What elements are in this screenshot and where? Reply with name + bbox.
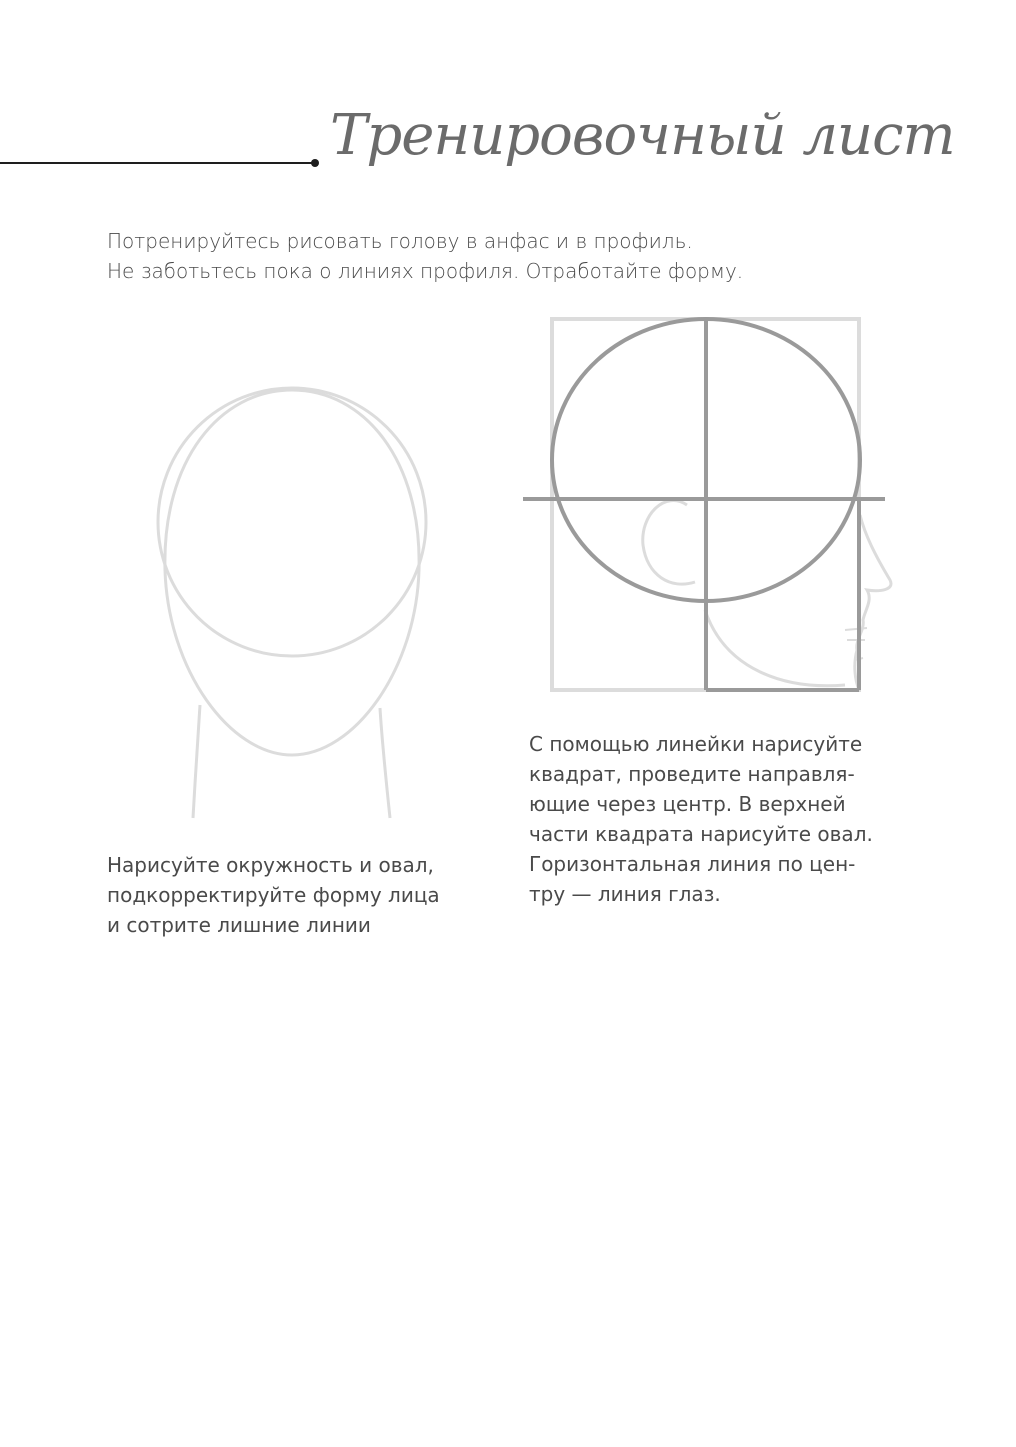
front-head-illustration [140,370,450,830]
caption-line: тру — линия глаз. [529,882,721,906]
caption-line: С помощью линейки нарисуйте [529,732,863,756]
intro-text [107,226,927,286]
caption-line: и сотрите лишние линии [107,913,371,937]
header-rule-line [0,162,314,164]
profile-jaw-line [705,610,845,686]
ear-outline [643,501,695,585]
head-circle [158,388,426,656]
face-oval [165,390,419,755]
header-rule-dot [311,159,319,167]
intro-line-2: Не заботьтесь пока о линиях профиля. Отработайте форму. [107,259,744,283]
caption-line: подкорректируйте форму лица [107,883,440,907]
caption-line: ющие через центр. В верхней [529,792,846,816]
intro-line-1: Потренируйтесь рисовать голову в анфас и в профиль. [107,229,693,253]
caption-line: части квадрата нарисуйте овал. [529,822,873,846]
neck-right-line [380,708,390,818]
profile-view-caption [529,729,949,909]
page-title: Тренировочный лист [330,103,955,168]
front-view-caption [107,850,507,940]
neck-left-line [193,705,200,818]
caption-line: Нарисуйте окружность и овал, [107,853,434,877]
caption-line: Горизонтальная линия по цен- [529,852,856,876]
caption-line: квадрат, проведите направля- [529,762,855,786]
profile-head-illustration [515,310,895,705]
